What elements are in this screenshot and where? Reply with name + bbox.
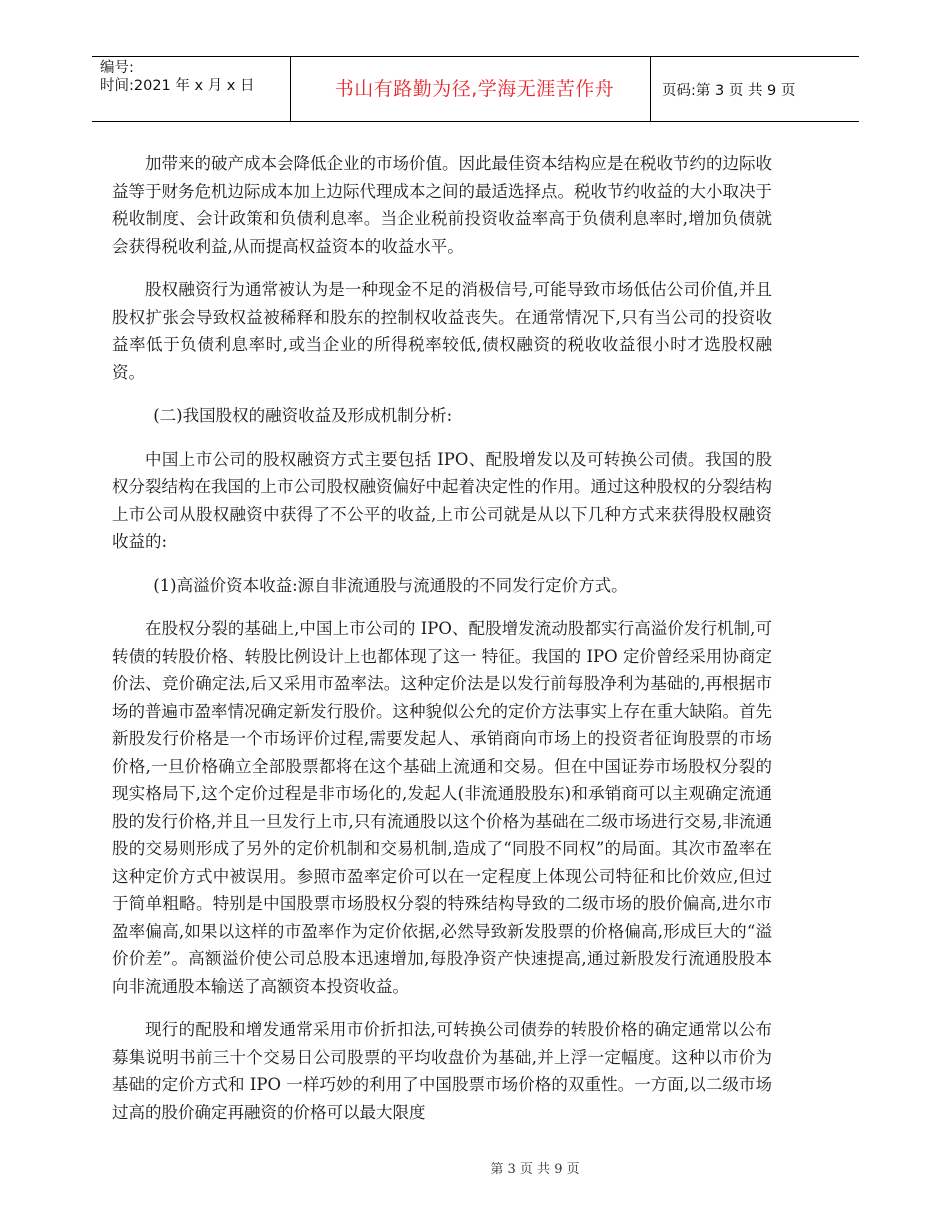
paragraph-2: 股权融资行为通常被认为是一种现金不足的消极信号,可能导致市场低估公司价值,并且股权扩张会导致权益被稀释和股东的控制权收益丧失。在通常情况下,只有当公司的投资收益率低于负债利息率时,或当企业的所得税率较低,债权融资的税收收益很小时才选股权融资。 — [112, 280, 772, 382]
paragraph-1: 加带来的破产成本会降低企业的市场价值。因此最佳资本结构应是在税收节约的边际收益等于财务危机边际成本加上边际代理成本之间的最适选择点。税收节约收益的大小取决于税收制度、会计政策和负债利息率。当企业税前投资收益率高于负债利息率时,增加负债就会获得税收利益,从而提高权益资本的收益水平。 — [112, 154, 772, 256]
paragraph-3: 中国上市公司的股权融资方式主要包括 IPO、配股增发以及可转换公司债。我国的股权分裂结构在我国的上市公司股权融资偏好中起着决定性的作用。通过这种股权的分裂结构上市公司从股权融资中获得了不公平的收益,上市公司就是从以下几种方式来获得股权融资收益的: — [112, 449, 772, 551]
page-footer: 第 3 页 共 9 页 — [490, 1162, 580, 1177]
header-divider-right — [650, 56, 651, 121]
header-meta — [100, 59, 255, 95]
section-heading: (二)我国股权的融资收益及形成机制分析: — [153, 406, 453, 425]
header-bottom-rule — [92, 121, 859, 122]
paragraph-5: 现行的配股和增发通常采用市价折扣法,可转换公司债券的转股价格的确定通常以公布募集说明书前三十个交易日公司股票的平均收盘价为基础,并上浮一定幅度。这种以市价为基础的定价方式和 IPO 一样巧妙的利用了中国股票市场价格的双重性。一方面,以二级市场过高的股价确定再融资的价格可以最大限度 — [112, 1020, 772, 1122]
document-body — [112, 150, 772, 1126]
header-motto: 书山有路勤为径,学海无涯苦作舟 — [334, 78, 615, 100]
paragraph-4: 在股权分裂的基础上,中国上市公司的 IPO、配股增发流动股都实行高溢价发行机制,可转债的转股价格、转股比例设计上也都体现了这一 特征。我国的 IPO 定价曾经采用协商定价法、竞价确定法,后又采用市盈率法。这种定价法是以发行前每股净利为基础的,再根据市场的普遍市盈率情况确定新发行股价。这种貌似公允的定价方法事实上存在重大缺陷。首先新股发行价格是一个市场评价过程,需要发起人、承销商向市场上的投资者征询股票的市场价格,一旦价格确立全部股票都将在这个基础上流通和交易。但在中国证券市场股权分裂的现实格局下,这个定价过程是非市场化的,发起人(非流通股股东)和承销商可以主观确定流通股的发行价格,并且一旦发行上市,只有流通股以这个价格为基础在二级市场进行交易,非流通股的交易则形成了另外的定价机制和交易机制,造成了“同股不同权”的局面。其次市盈率在这种定价方式中被误用。参照市盈率定价可以在一定程度上体现公司特征和比价效应,但过于简单粗略。特别是中国股票市场股权分裂的特殊结构导致的二级市场的股价偏高,进尔市盈率偏高,如果以这样的市盈率作为定价依据,必然导致新发股票的价格偏高,形成巨大的“溢价价差”。高额溢价使公司总股本迅速增加,每股净资产快速提高,通过新股发行流通股股本向非流通股本输送了高额资本投资收益。 — [112, 619, 772, 996]
header-page-info: 页码:第 3 页 共 9 页 — [662, 83, 796, 99]
header-top-rule — [92, 56, 859, 57]
subsection-heading: (1)高溢价资本收益:源自非流通股与流通股的不同发行定价方式。 — [153, 575, 628, 595]
header-date: 时间:2021 年 x 月 x 日 — [100, 78, 255, 94]
header-divider-left — [290, 56, 291, 121]
header-code-label: 编号: — [100, 60, 134, 76]
